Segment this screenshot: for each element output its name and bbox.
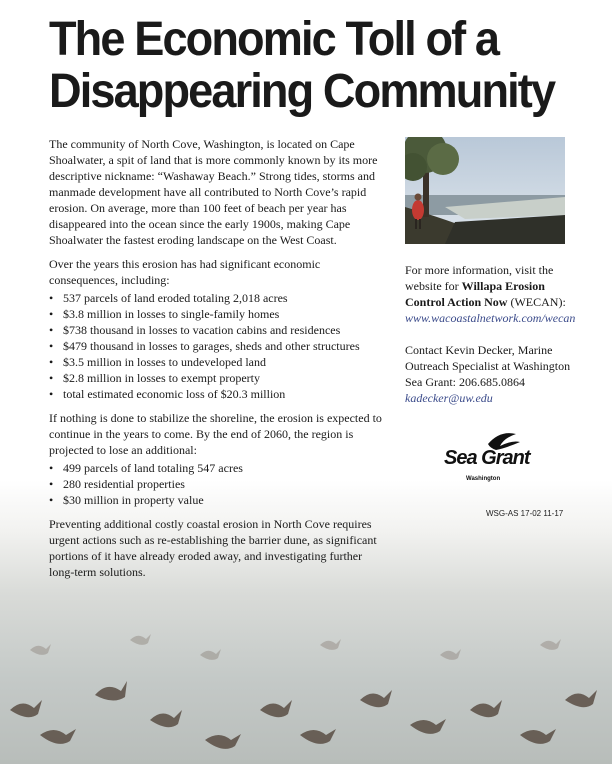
list-item: • 537 parcels of land eroded totaling 2,018 acres	[49, 290, 389, 306]
projections-list	[49, 460, 389, 508]
sea-grant-subtitle: Washington	[466, 476, 501, 482]
list-item: • $2.8 million in losses to exempt property	[49, 370, 389, 386]
list-item: • $738 thousand in losses to vacation cabins and residences	[49, 322, 389, 338]
contact-text: Contact Kevin Decker, Marine Outreach Specialist at Washington Sea Grant: 206.685.0864	[405, 343, 571, 389]
list-item: • $30 million in property value	[49, 492, 389, 508]
document-code: WSG-AS 17-02 11-17	[486, 509, 564, 518]
page-title	[49, 14, 589, 118]
projection-lead: If nothing is done to stabilize the shoreline, the erosion is expected to continue in the years to come. By the end of 2060, the region is projected to lose an additional:	[49, 411, 382, 457]
sea-grant-logo: Sea Grant	[444, 447, 530, 469]
website-link[interactable]: www.wacoastalnetwork.com/wecan	[405, 311, 576, 325]
title-line-2: Disappearing Community	[49, 65, 555, 118]
intro-paragraph: The community of North Cove, Washington, is located on Cape Shoalwater, a spit of land that is more commonly known by its more descriptive nickname: “Washaway Beach.” Strong tides, storms and manmade development have all contributed to North Cove’s rapid erosion. On average, more than 100 feet of beach per year has disappeared into the ocean since the early 1900s, making Cape Shoalwater the fastest eroding landscape on the West Coast.	[49, 137, 378, 247]
email-link[interactable]: kadecker@uw.edu	[405, 391, 493, 405]
info-paragraph	[405, 262, 577, 326]
org-abbr: (WECAN):	[507, 295, 566, 309]
consequences-list	[49, 290, 389, 402]
list-item: • $3.8 million in losses to single-family homes	[49, 306, 389, 322]
info-sidebar	[405, 262, 577, 422]
list-item: • 280 residential properties	[49, 476, 389, 492]
info-prefix: For more information, visit the website for	[405, 263, 554, 293]
org-name: Willapa Erosion Control Action Now	[405, 279, 545, 309]
list-item: • 499 parcels of land totaling 547 acres	[49, 460, 389, 476]
contact-paragraph	[405, 342, 577, 406]
title-line-1: The Economic Toll of a	[49, 13, 499, 66]
consequences-lead: Over the years this erosion has had significant economic consequences, including:	[49, 257, 321, 287]
list-item: • $479 thousand in losses to garages, sheds and other structures	[49, 338, 389, 354]
main-column	[49, 136, 389, 588]
list-item: • total estimated economic loss of $20.3 million	[49, 386, 389, 402]
list-item: • $3.5 million in losses to undeveloped land	[49, 354, 389, 370]
closing-paragraph: Preventing additional costly coastal erosion in North Cove requires urgent actions such as re-establishing the barrier dune, as significant portions of it have already eroded away, and investigating further long-term solutions.	[49, 517, 377, 579]
coastal-photo	[405, 137, 565, 244]
shorebirds-photo	[0, 560, 612, 764]
